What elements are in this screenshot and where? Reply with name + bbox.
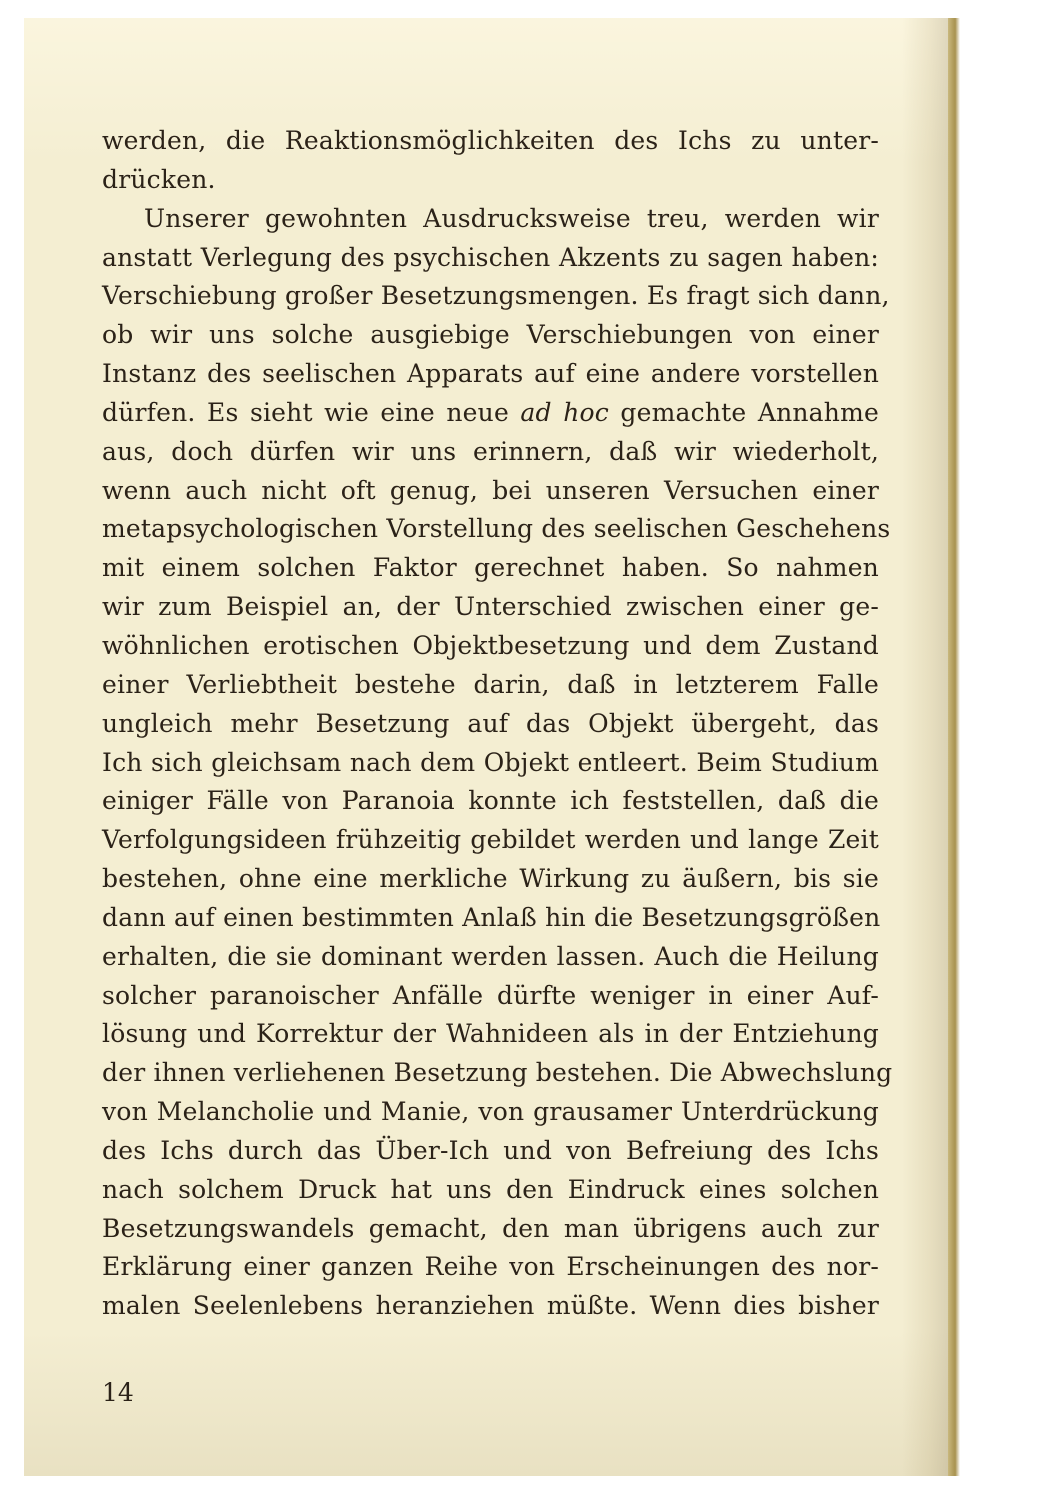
text-line: werden, die Reaktionsmöglichkeiten des Ichs zu unter-: [102, 126, 879, 155]
text-line: Verfolgungsideen frühzeitig gebildet werden und lange Zeit: [102, 825, 879, 855]
text-line: wir zum Beispiel an, der Unterschied zwischen einer ge-: [102, 592, 879, 622]
text-line: einer Verliebtheit bestehe darin, daß in letzterem Falle: [102, 669, 879, 699]
text-line: drücken.: [102, 164, 216, 194]
text-line: mit einem solchen Faktor gerechnet haben. So nahmen: [102, 553, 879, 583]
text-line: dürfen. Es sieht wie eine neue ad hoc gemachte Annahme: [102, 397, 879, 427]
page-number: 14: [102, 1378, 134, 1407]
text-line: Erklärung einer ganzen Reihe von Erscheinungen des nor-: [102, 1252, 879, 1282]
text-line: Ich sich gleichsam nach dem Objekt entleert. Beim Studium: [102, 747, 879, 777]
text-line: einiger Fälle von Paranoia konnte ich feststellen, daß die: [102, 786, 879, 816]
text-line: Instanz des seelischen Apparats auf eine andere vorstellen: [102, 359, 879, 389]
text-line: der ihnen verliehenen Besetzung bestehen. Die Abwechslung: [102, 1058, 893, 1088]
text-line: Besetzungswandels gemacht, den man übrigens auch zur: [102, 1213, 879, 1243]
text-line: aus, doch dürfen wir uns erinnern, daß wir wiederholt,: [102, 436, 879, 466]
text-line: wenn auch nicht oft genug, bei unseren Versuchen einer: [102, 475, 879, 505]
text-line: dann auf einen bestimmten Anlaß hin die Besetzungsgrößen: [102, 902, 881, 932]
text-line: anstatt Verlegung des psychischen Akzents zu sagen haben:: [102, 242, 879, 272]
text-line: Unserer gewohnten Ausdrucksweise treu, werden wir: [144, 203, 879, 233]
text-line: ob wir uns solche ausgiebige Verschiebungen von einer: [102, 320, 879, 350]
text-line: erhalten, die sie dominant werden lassen. Auch die Heilung: [102, 941, 879, 971]
italic-phrase: ad hoc: [520, 397, 609, 427]
text-line: von Melancholie und Manie, von grausamer Unterdrückung: [102, 1097, 879, 1127]
text-line: ungleich mehr Besetzung auf das Objekt übergeht, das: [102, 708, 879, 738]
text-line: Verschiebung großer Besetzungsmengen. Es fragt sich dann,: [102, 281, 890, 311]
text-line: des Ichs durch das Über-Ich und von Befreiung des Ichs: [102, 1135, 879, 1165]
text-line: metapsychologischen Vorstellung des seelischen Geschehens: [102, 514, 891, 544]
body-text: [102, 122, 893, 1326]
text-line: malen Seelenlebens heranziehen müßte. Wenn dies bisher: [102, 1291, 879, 1321]
text-line: nach solchem Druck hat uns den Eindruck eines solchen: [102, 1174, 879, 1204]
text-line: wöhnlichen erotischen Objektbesetzung und dem Zustand: [102, 630, 879, 660]
text-line: solcher paranoischer Anfälle dürfte weniger in einer Auf-: [102, 980, 879, 1010]
text-line: bestehen, ohne eine merkliche Wirkung zu äußern, bis sie: [102, 864, 879, 894]
text-line: lösung und Korrektur der Wahnideen als in der Entziehung: [102, 1019, 879, 1049]
page-edge: [948, 18, 960, 1476]
